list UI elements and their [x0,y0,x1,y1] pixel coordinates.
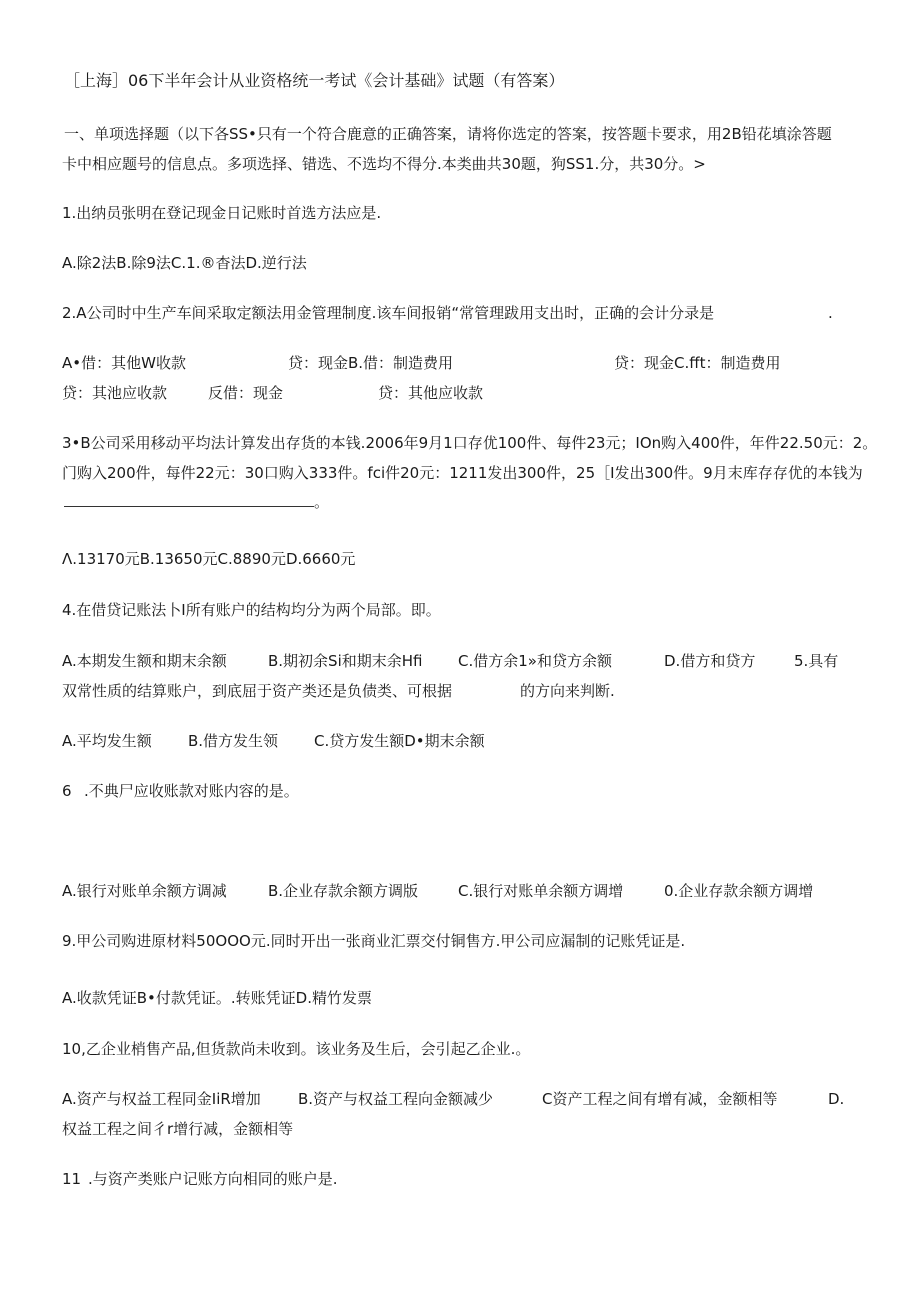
question-4-stem: 4.在借贷记账法卜I所有账户的结构均分为两个局部。即。 [62,601,441,619]
question-2-option: 贷：其池应收款 [62,384,168,402]
question-2-option: 反借：现金 [208,384,284,402]
question-3-options: Λ.13170元B.13650元C.8890元D.6660元 [62,550,356,568]
question-5-option: A.平均发生额 [62,732,152,750]
question-5-stem-end: 的方向来判断. [520,682,615,700]
question-4-option: A.本期发生额和期末余额 [62,652,227,670]
question-6-option: 0.企业存款余额方调增 [664,882,814,900]
question-3-answer-blank [64,492,329,512]
question-10-option-continued: 权益工程之间彳r增行减，金额相等 [62,1120,294,1138]
question-3-stem-end: 。 [314,493,330,511]
question-3-stem-line-2: 门购入200件，每件22元：30口购入333件。fci件20元：1211发出300件，25［I发出300件。9月末库存存优的本钱为 [62,464,863,482]
blank-line [64,492,314,507]
question-10-option: D. [828,1090,845,1108]
question-6-option: A.银行对账单余额方调减 [62,882,227,900]
question-5-option: C.贷方发生额D•期末余额 [314,732,485,750]
question-6-option: C.银行对账单余额方调增 [458,882,624,900]
question-10-option: B.资产与权益工程向金额减少 [298,1090,494,1108]
section-instructions-line-1: 一、单项选择题（以下各SS•只有一个符合鹿意的正确答案，请将你选定的答案，按答题卡要求，用2B铅花填涂答题 [64,125,832,143]
question-5-stem: 双常性质的结算账户，到底屈于资产类还是负债类、可根据 [62,682,453,700]
question-4-option: C.借方余1»和贷方余额 [458,652,612,670]
question-10-stem: 10,乙企业梢售产品,但货款尚未收到。该业务及生后，会引起乙企业.。 [62,1040,531,1058]
question-6-option: B.企业存款余额方调版 [268,882,419,900]
question-2-option: 贷：现金B.借：制造费用 [288,354,454,372]
question-2-stem: 2.A公司时中生产车间采取定额法用金管理制度.该车间报销“常管理跋用支出时，正确的会计分录是 [62,304,715,322]
question-9-stem: 9.甲公司购进原材料50OOO元.同时开出一张商业汇票交付铜售方.甲公司应漏制的记账凭证是. [62,932,686,950]
question-2-option: 贷：其他应收款 [378,384,484,402]
question-2-option: 贷：现金C.fft：制造费用 [614,354,781,372]
question-10-option: C资产工程之间有增有减，金额相等 [542,1090,778,1108]
question-6-stem: .不典尸应收账款对账内容的是。 [84,782,299,800]
question-9-options: A.收款凭证B•付款凭证。.转账凭证D.精竹发票 [62,989,372,1007]
question-11-stem: .与资产类账户记账方向相同的账户是. [88,1170,338,1188]
question-1-stem: 1.出纳员张明在登记现金日记账时首选方法应是. [62,204,382,222]
question-1-options: A.除2法B.除9法C.1.®杳法D.逆行法 [62,254,307,272]
question-4-option: D.借方和贷方 [664,652,756,670]
question-10-option: A.资产与权益工程同金IiR增加 [62,1090,261,1108]
question-11-number: 11 [62,1170,82,1188]
page-title: ［上海］06下半年会计从业资格统一考试《会计基础》试题（有答案） [64,71,565,90]
question-2-stem-end: . [828,304,833,322]
question-3-stem-line-1: 3•B公司采用移动平均法计算发出存货的本钱.2006年9月1口存优100件、每件23元；IOn购入400件，年件22.50元：2。 [62,434,878,452]
question-6-number: 6 [62,782,72,800]
section-instructions-line-2: 卡中相应题号的信息点。多项选择、错选、不选均不得分.本类曲共30题，狗SS1.分，共30分。> [62,155,706,173]
question-5-option: B.借方发生领 [188,732,279,750]
question-4-option: B.期初余Si和期末余Hfi [268,652,423,670]
question-2-option: A•借：其他W收款 [62,354,186,372]
question-5-number: 5.具有 [794,652,839,670]
